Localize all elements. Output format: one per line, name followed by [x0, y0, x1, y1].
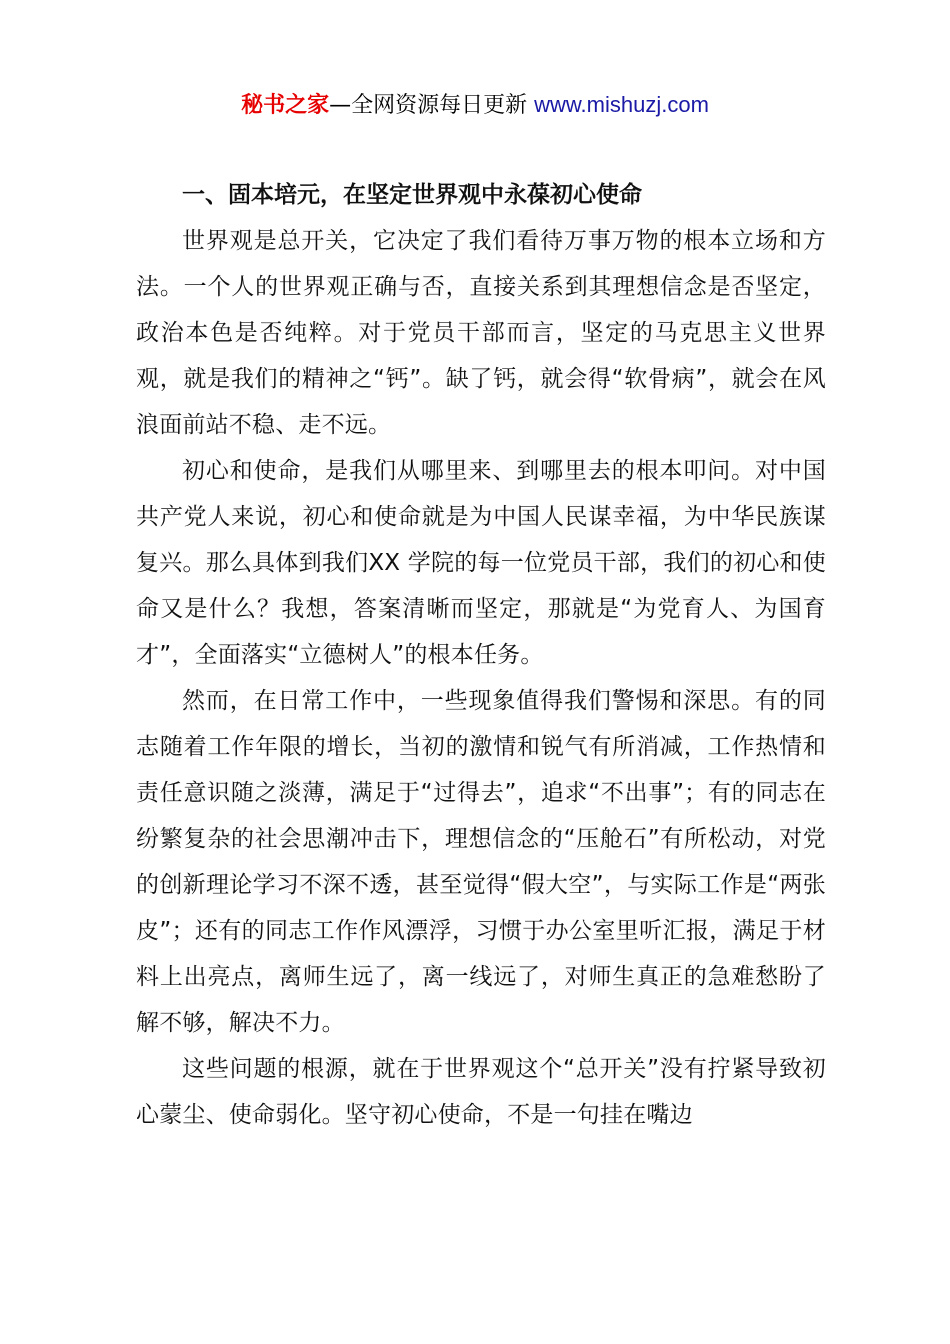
site-url-link[interactable]: www.mishuzj.com	[534, 92, 709, 117]
paragraph-1: 世界观是总开关，它决定了我们看待万事万物的根本立场和方法。一个人的世界观正确与否，直接关系到其理想信念是否坚定，政治本色是否纯粹。对于党员干部而言，坚定的马克思主义世界观，就是我们的精神之“钙”。缺了钙，就会得“软骨病”，就会在风浪面前站不稳、走不远。	[136, 228, 826, 438]
paragraph-3: 然而，在日常工作中，一些现象值得我们警惕和深思。有的同志随着工作年限的增长，当初的激情和锐气有所消减，工作热情和责任意识随之淡薄，满足于“过得去”，追求“不出事”；有的同志在纷繁复杂的社会思潮冲击下，理想信念的“压舱石”有所松动，对党的创新理论学习不深不透，甚至觉得“假大空”，与实际工作是“两张皮”；还有的同志工作作风漂浮，习惯于办公室里听汇报，满足于材料上出亮点，离师生远了，离一线远了，对师生真正的急难愁盼了解不够，解决不力。	[136, 688, 826, 1036]
site-name: 秘书之家	[241, 93, 330, 118]
document-body	[136, 172, 826, 1138]
paragraph-2: 初心和使命，是我们从哪里来、到哪里去的根本叩问。对中国共产党人来说，初心和使命就是为中国人民谋幸福，为中华民族谋复兴。那么具体到我们XX 学院的每一位党员干部，我们的初心和使命又是什么？我想，答案清晰而坚定，那就是“为党育人、为国育才”，全面落实“立德树人”的根本任务。	[136, 458, 826, 668]
site-tagline: —全网资源每日更新	[329, 93, 535, 118]
section-heading: 一、固本培元，在坚定世界观中永葆初心使命	[182, 182, 642, 208]
paragraph-4: 这些问题的根源，就在于世界观这个“总开关”没有拧紧导致初心蒙尘、使命弱化。坚守初心使命，不是一句挂在嘴边	[136, 1056, 826, 1128]
site-header	[0, 88, 950, 123]
